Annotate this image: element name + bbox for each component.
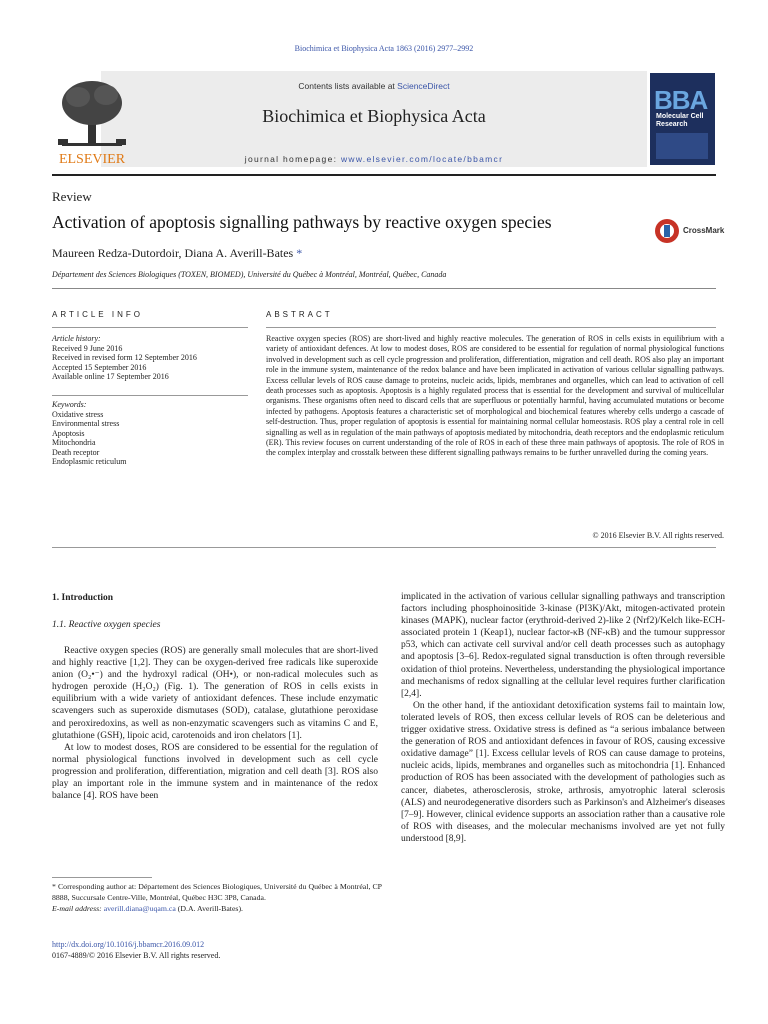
footnote-email: E-mail address: averill.diana@uqam.ca (D.A. Averill-Bates). — [52, 903, 244, 913]
keyword: Environmental stress — [52, 419, 120, 428]
cover-title: BBA — [654, 85, 708, 115]
keyword: Endoplasmic reticulum — [52, 457, 127, 466]
crossmark-label: CrossMark — [683, 226, 725, 235]
history-label: Article history: — [52, 334, 101, 343]
contents-line: Contents lists available at ScienceDirect — [298, 81, 450, 91]
abstract-text: Reactive oxygen species (ROS) are short-lived and highly reactive molecules. The generation of ROS in cells exists in equilibrium with a variety of antioxidant defences. At low to modest doses, ROS are considered to be essential for regulation of normal physiological functions involved in development such as cell cycle progression and proliferation, differentiation, migration and cell death. ROS also play an important role in the immune system, maintenance of the redox balance and have been implicated in activation of various cellular signalling pathways. Excess cellular levels of ROS cause damage to proteins, nucleic acids, lipids, membranes and organelles, which can lead to activation of cell death processes such as apoptosis. Apoptosis is a highly regulated process that is essential for the development and survival of multicellular organisms. These organisms often need to discard cells that are superfluous or potentially harmful, having accumulated mutations or become infected by pathogens. Apoptosis features a characteristic set of morphological and biochemical features whereby cells undergo a cascade of self-destruction. Thus, proper regulation of apoptosis is essential for maintaining normal cellular homeostasis. ROS play a central role in cell signalling as well as in regulation of the main pathways of apoptosis mediated by mitochondria, death receptors and the endoplasmic reticulum (ER). This review focuses on current understanding of the role of ROS in each of these three main pathways of apoptosis. The role of ROS in the complex interplay and crosstalk between these different signalling pathways remains to be further unravelled during the coming years. — [266, 334, 724, 458]
article-info-heading: ARTICLE INFO — [52, 310, 143, 319]
affiliation-rule — [52, 288, 716, 289]
journal-cover-image — [650, 73, 715, 165]
footnote-rule — [52, 877, 152, 878]
history-item: Accepted 15 September 2016 — [52, 362, 147, 372]
corresponding-author-footnote — [52, 882, 382, 914]
cover-graphic — [656, 133, 708, 159]
body-column-left — [52, 645, 378, 802]
abstract-heading: ABSTRACT — [266, 310, 333, 319]
article-history — [52, 334, 248, 382]
abstract-copyright: © 2016 Elsevier B.V. All rights reserved. — [592, 531, 724, 540]
body-paragraph: implicated in the activation of various cellular signalling pathways and transcription factors including phosphoinositide 3-kinase (PI3K)/Akt, mitogen-activated protein kinases (MAPK), nuclear factor (erythroid-derived 2)-like 2 (Nrf2)/Kelch like-ECH-associated protein 1 (Keap1), nuclear factor-κB (NF-κB) and the tumour suppressor p53, which can activate cell survival and/or cell death processes such as autophagy and apoptosis [3–6]. Redox-regulated signal transduction is often through reversible oxidation of thiol proteins. Nevertheless, understanding the physiological importance and mechanisms of redox signalling at the cellular level requires further clarification [2,4]. — [401, 592, 725, 699]
abstract-rule — [266, 327, 716, 328]
footnote-text: * Corresponding author at: Département des Sciences Biologiques, Université du Québec à Montréal, CP 8888, Succursale Centre-Ville, Montréal, Québec H3C 3P8, Canada. — [52, 882, 382, 902]
keywords-rule — [52, 395, 248, 396]
article-info-rule — [52, 327, 248, 328]
keyword: Apoptosis — [52, 428, 85, 438]
corresponding-author-mark[interactable]: * — [293, 246, 303, 260]
subsection-heading: 1.1. Reactive oxygen species — [52, 620, 161, 630]
history-item: Available online 17 September 2016 — [52, 372, 169, 381]
sciencedirect-link[interactable]: ScienceDirect — [397, 81, 450, 91]
history-item: Received 9 June 2016 — [52, 343, 123, 353]
author-affiliation: Département des Sciences Biologiques (TOXEN, BIOMED), Université du Québec à Montréal, Montréal, Québec, Canada — [52, 270, 447, 279]
article-type: Review — [52, 189, 92, 204]
journal-reference[interactable]: Biochimica et Biophysica Acta 1863 (2016) 2977–2992 — [294, 44, 474, 53]
issn-line: 0167-4889/© 2016 Elsevier B.V. All rights reserved. — [52, 951, 221, 960]
crossmark-icon — [654, 218, 680, 244]
body-paragraph: At low to modest doses, ROS are considered to be essential for the regulation of normal physiological functions involved in development such as cell cycle progression and proliferation, differentiation, migration and cell death [3]. ROS also play an important role in the immune system and in maintenance of the redox balance [4]. ROS have been — [52, 742, 378, 802]
doi-link[interactable]: http://dx.doi.org/10.1016/j.bbamcr.2016.09.012 — [52, 940, 205, 949]
keywords-list — [52, 400, 248, 467]
email-link[interactable]: averill.diana@uqam.ca — [103, 903, 176, 913]
keyword: Death receptor — [52, 447, 100, 457]
section-heading: 1. Introduction — [52, 593, 114, 603]
abstract-bottom-rule — [52, 547, 716, 548]
journal-title: Biochimica et Biophysica Acta — [262, 106, 486, 126]
journal-homepage: journal homepage: www.elsevier.com/locate/bbamcr — [244, 154, 504, 164]
body-paragraph: Reactive oxygen species (ROS) are generally small molecules that are short-lived and highly reactive [1,2]. They can be oxygen-derived free radicals like superoxide anion (O₂•⁻) and the hydroxyl radical (OH•), or non-radical molecules such as hydrogen peroxide (H₂O₂) (Fig. 1). The generation of ROS in cells exists in equilibrium with a wide variety of antioxidant defences. These include enzymatic scavengers such as superoxide dismutases (SOD), catalase, glutathione peroxidase and peroxiredoxins, as well as non-enzymatic scavengers such as vitamins C and E, glutathione (GSH), lipoic acid, carotenoids and iron chelators [1]. — [52, 646, 378, 741]
history-item: Received in revised form 12 September 2016 — [52, 353, 197, 362]
homepage-link[interactable]: www.elsevier.com/locate/bbamcr — [340, 154, 504, 164]
keyword: Mitochondria — [52, 438, 96, 447]
header-rule — [52, 174, 716, 176]
crossmark-badge[interactable] — [654, 218, 724, 244]
body-column-right — [401, 591, 725, 845]
keyword: Oxidative stress — [52, 409, 104, 419]
body-paragraph: On the other hand, if the antioxidant detoxification systems fail to maintain low, tolerated levels of ROS, then excess cellular levels of ROS can be deleterious and trigger oxidative stress. Oxidative stress is defined as “a serious imbalance between the generation of ROS and antioxidant defences in favour of ROS, causing excessive oxidative damage” [1]. Excess cellular levels of ROS can cause damage to proteins, nucleic acids, lipids, membranes and organelles such as mitochondria [1]. Enhanced production of ROS has been associated with the development of pathologies such as cancer, diabetes, atherosclerosis, stroke, arthrosis, amyotrophic lateral sclerosis (ALS) and neurodegenerative disorders such as Parkinson's and Alzheimer's diseases [7–9]. However, clinical evidence supports an association rather than a causative role of ROS with diseases, and the molecular mechanisms involved are yet not fully understood [8,9]. — [401, 700, 725, 844]
author-list: Maureen Redza-Dutordoir, Diana A. Averill-Bates * — [52, 246, 303, 260]
elsevier-wordmark: ELSEVIER — [58, 152, 126, 167]
cover-subtitle: Molecular Cell Research — [656, 113, 704, 128]
article-title: Activation of apoptosis signalling pathways by reactive oxygen species — [52, 212, 552, 232]
keywords-label: Keywords: — [52, 400, 87, 409]
